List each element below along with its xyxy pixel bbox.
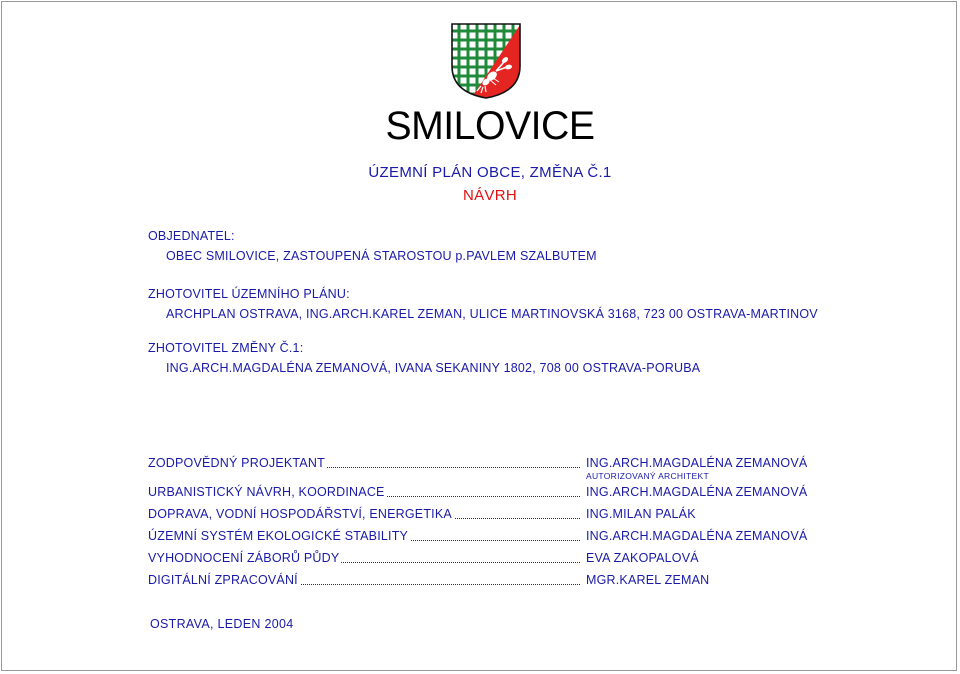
role-name: VYHODNOCENÍ ZÁBORŮ PŮDY — [148, 551, 340, 565]
plan-author-value: ARCHPLAN OSTRAVA, ING.ARCH.KAREL ZEMAN, ULICE MARTINOVSKÁ 3168, 723 00 OSTRAVA-MARTINOV — [166, 307, 818, 321]
role-person: ING.MILAN PALÁK — [586, 507, 696, 521]
plan-author-label: ZHOTOVITEL ÚZEMNÍHO PLÁNU: — [148, 287, 350, 301]
role-person: MGR.KAREL ZEMAN — [586, 573, 710, 587]
role-row — [148, 507, 848, 523]
role-person: EVA ZAKOPALOVÁ — [586, 551, 699, 565]
document-status: NÁVRH — [462, 187, 517, 204]
role-person: ING.ARCH.MAGDALÉNA ZEMANOVÁ — [586, 485, 808, 499]
role-name: URBANISTICKÝ NÁVRH, KOORDINACE — [148, 485, 385, 499]
client-value: OBEC SMILOVICE, ZASTOUPENÁ STAROSTOU p.PAVLEM SZALBUTEM — [166, 249, 597, 263]
role-row — [148, 551, 848, 567]
role-person-note: AUTORIZOVANÝ ARCHITEKT — [586, 471, 709, 481]
role-row — [148, 456, 848, 481]
role-name: DIGITÁLNÍ ZPRACOVÁNÍ — [148, 573, 298, 587]
role-person: ING.ARCH.MAGDALÉNA ZEMANOVÁ — [586, 529, 808, 543]
role-person: ING.ARCH.MAGDALÉNA ZEMANOVÁ — [586, 456, 808, 470]
role-name: ÚZEMNÍ SYSTÉM EKOLOGICKÉ STABILITY — [148, 529, 409, 543]
role-name: ZODPOVĚDNÝ PROJEKTANT — [148, 456, 325, 470]
coat-of-arms-icon — [450, 22, 522, 100]
page-title: SMILOVICE — [385, 104, 595, 148]
role-row — [148, 485, 848, 501]
place-and-date: OSTRAVA, LEDEN 2004 — [150, 617, 294, 631]
change-author-value: ING.ARCH.MAGDALÉNA ZEMANOVÁ, IVANA SEKANINY 1802, 708 00 OSTRAVA-PORUBA — [166, 361, 701, 375]
role-name: DOPRAVA, VODNÍ HOSPODÁŘSTVÍ, ENERGETIKA — [148, 507, 452, 521]
page-frame — [1, 1, 957, 671]
change-author-label: ZHOTOVITEL ZMĚNY Č.1: — [148, 341, 304, 355]
document-subtitle: ÚZEMNÍ PLÁN OBCE, ZMĚNA Č.1 — [368, 164, 612, 181]
role-row — [148, 529, 848, 545]
client-label: OBJEDNATEL: — [148, 229, 235, 243]
role-row — [148, 573, 848, 589]
